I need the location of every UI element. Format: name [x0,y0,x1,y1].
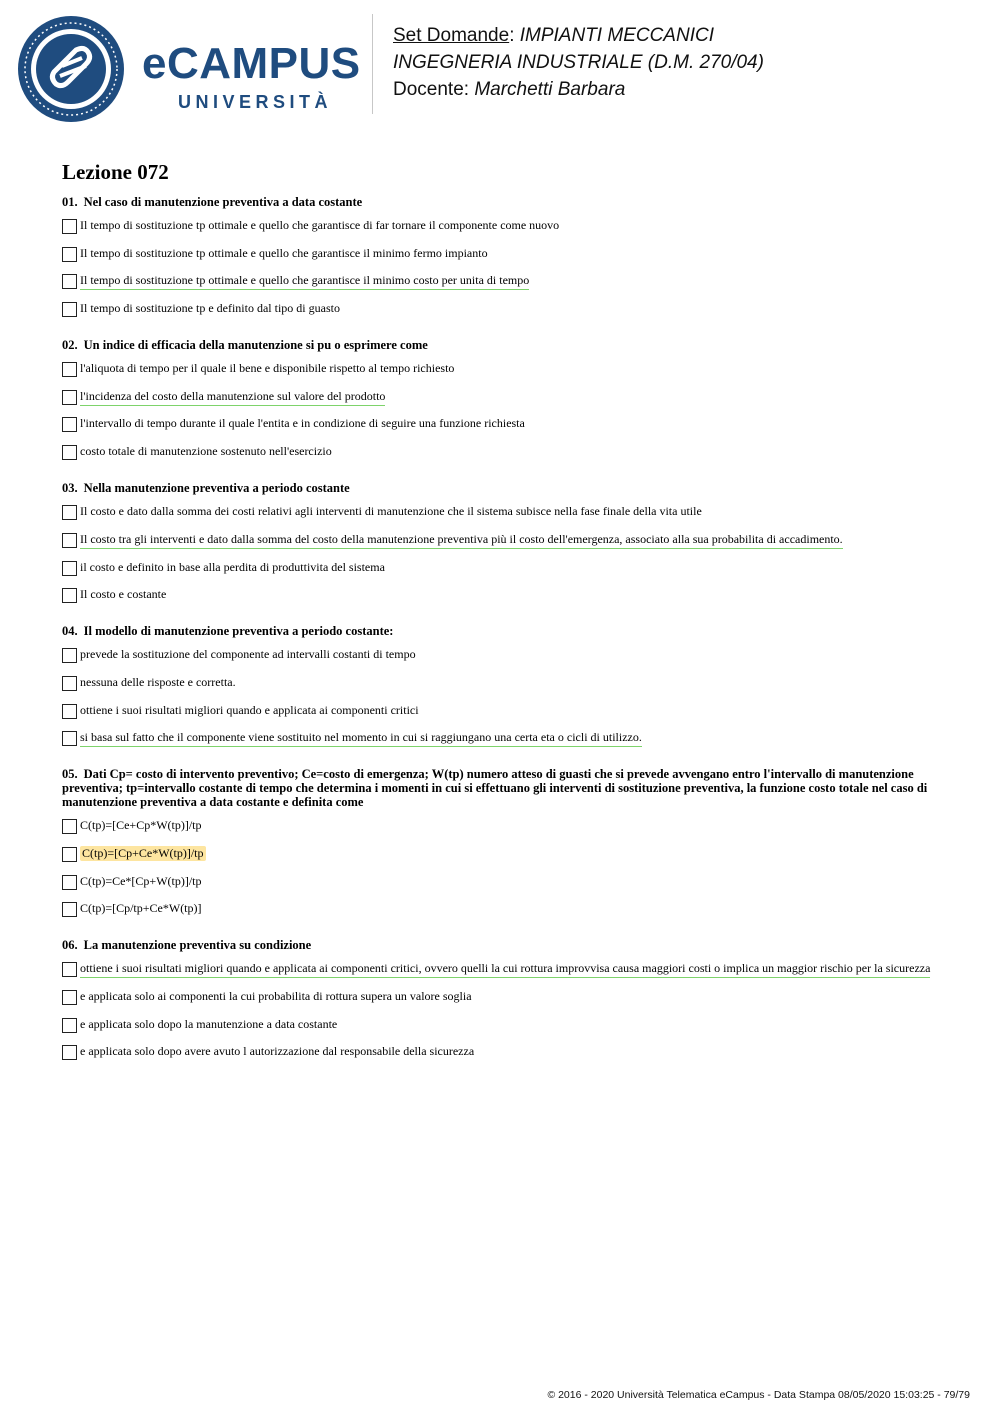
answer-text: ottiene i suoi risultati migliori quando e applicata ai componenti critici [80,702,419,717]
answer-text: C(tp)=[Ce+Cp*W(tp)]/tp [80,818,202,833]
question-number: 06. [62,938,78,953]
answer-checkbox[interactable] [62,247,77,262]
answer-checkbox[interactable] [62,274,77,289]
question-stem: Nel caso di manutenzione preventiva a data costante [83,195,363,209]
answer-option[interactable] [62,1044,942,1063]
answer-text: Il costo e costante [80,587,167,602]
answer-option-correct[interactable] [62,532,942,551]
answer-text: C(tp)=Ce*[Cp+W(tp)]/tp [80,873,202,888]
answer-text: e applicata solo ai componenti la cui probabilita di rottura supera un valore soglia [80,989,472,1003]
answer-option[interactable] [62,818,942,837]
answer-checkbox[interactable] [62,704,77,719]
answer-option[interactable] [62,560,942,579]
answer-text: Il costo tra gli interventi e dato dalla somma del costo della manutenzione preventiva più il costo dell'emergenza, associato alla sua probabilita di accadimento. [80,532,843,549]
answer-checkbox[interactable] [62,1045,77,1060]
question-stem: La manutenzione preventiva su condizione [83,938,312,953]
answer-checkbox[interactable] [62,962,77,977]
answer-text: l'incidenza del costo della manutenzione sul valore del prodotto [80,389,385,406]
set-line: Set Domande: IMPIANTI MECCANICI [393,25,714,46]
lesson-title: Lezione 072 [62,160,169,184]
question-text [62,767,942,809]
quiz-content [62,160,942,1081]
answer-checkbox[interactable] [62,417,77,432]
answer-option-correct[interactable] [62,389,942,408]
question-05 [62,767,942,920]
answer-text: costo totale di manutenzione sostenuto nell'esercizio [80,444,332,459]
question-06 [62,938,942,1063]
question-stem: Il modello di manutenzione preventiva a periodo costante: [83,624,394,639]
header-divider [372,14,373,114]
answer-option[interactable] [62,587,942,606]
answer-option[interactable] [62,874,942,893]
answer-option[interactable] [62,675,942,694]
answer-checkbox[interactable] [62,875,77,890]
answer-checkbox[interactable] [62,990,77,1005]
answer-option[interactable] [62,1017,942,1036]
question-04 [62,624,942,749]
logo-wordmark: eCAMPUS [142,39,361,88]
header-info [393,22,764,103]
course-name: INGEGNERIA INDUSTRIALE (D.M. 270/04) [393,52,764,73]
answer-text: e applicata solo dopo la manutenzione a data costante [80,1016,338,1031]
question-number: 05. [62,767,78,782]
answer-checkbox[interactable] [62,731,77,746]
answer-checkbox[interactable] [62,676,77,691]
ecampus-logo [16,14,361,124]
question-number: 01. [62,195,78,209]
answer-option[interactable] [62,504,942,523]
question-01 [62,195,942,320]
teacher-line [393,76,764,103]
answer-checkbox[interactable] [62,561,77,576]
answer-option-correct[interactable] [62,846,942,865]
answer-checkbox[interactable] [62,1018,77,1033]
answer-text: C(tp)=[Cp/tp+Ce*W(tp)] [80,901,202,916]
answer-option[interactable] [62,901,942,920]
answer-option[interactable] [62,416,942,435]
answer-checkbox[interactable] [62,847,77,862]
question-stem: Un indice di efficacia della manutenzione si pu o esprimere come [83,338,428,353]
answer-checkbox[interactable] [62,819,77,834]
answer-option[interactable] [62,703,942,722]
answer-text: Il costo e dato dalla somma dei costi relativi agli interventi di manutenzione che il sistema subisce nella fase finale della vita utile [80,504,702,519]
answer-option[interactable] [62,301,942,320]
set-label: Set Domande [393,25,510,46]
answer-checkbox[interactable] [62,533,77,548]
teacher-label: Docente: [393,79,470,100]
question-text [62,195,942,209]
page-header [0,0,1000,130]
answer-text: nessuna delle risposte e corretta. [80,674,236,689]
question-number: 02. [62,338,78,353]
question-text [62,938,942,952]
answer-checkbox[interactable] [62,505,77,520]
question-stem: Nella manutenzione preventiva a periodo costante [83,481,350,496]
answer-text: l'aliquota di tempo per il quale il bene e disponibile rispetto al tempo richiesto [80,361,455,376]
answer-checkbox[interactable] [62,302,77,317]
answer-text: si basa sul fatto che il componente viene sostituito nel momento in cui si raggiungano una certa eta o cicli di utilizzo. [80,730,642,747]
course-line [393,49,764,76]
question-number: 03. [62,481,78,496]
answer-text: il costo e definito in base alla perdita di produttivita del sistema [80,559,385,574]
answer-text: l'intervallo di tempo durante il quale l'entita e in condizione di seguire una funzione richiesta [80,416,525,431]
university-seal-icon [16,14,126,124]
answer-text: C(tp)=[Cp+Ce*W(tp)]/tp [82,845,204,860]
logo-subtitle: UNIVERSITÀ [178,92,333,112]
answer-option[interactable] [62,989,942,1008]
page-footer: © 2016 - 2020 Università Telematica eCampus - Data Stampa 08/05/2020 15:03:25 - 79/79 [547,1389,970,1401]
answer-checkbox[interactable] [62,219,77,234]
question-text [62,481,942,495]
teacher-name: Marchetti Barbara [474,79,626,100]
answer-option[interactable] [62,361,942,380]
answer-checkbox[interactable] [62,362,77,377]
answer-checkbox[interactable] [62,390,77,405]
answer-option[interactable] [62,218,942,237]
answer-checkbox[interactable] [62,445,77,460]
answer-text: Il tempo di sostituzione tp ottimale e quello che garantisce il minimo costo per unita di tempo [80,273,529,290]
answer-text: Il tempo di sostituzione tp ottimale e quello che garantisce il minimo fermo impianto [80,245,488,260]
answer-option-correct[interactable] [62,961,942,980]
answer-text: Il tempo di sostituzione tp ottimale e quello che garantisce di far tornare il componente come nuovo [80,218,560,232]
answer-option[interactable] [62,444,942,463]
question-02 [62,338,942,463]
answer-checkbox[interactable] [62,588,77,603]
question-text [62,624,942,638]
question-text [62,338,942,352]
set-value: IMPIANTI MECCANICI [519,25,714,46]
answer-text: ottiene i suoi risultati migliori quando e applicata ai componenti critici, ovvero quelli la cui rottura improvvisa causa maggiori costi o implica un maggior rischio per la sicurezza [80,961,930,978]
answer-option[interactable] [62,246,942,265]
answer-checkbox[interactable] [62,648,77,663]
question-03 [62,481,942,606]
question-stem: Dati Cp= costo di intervento preventivo; Ce=costo di emergenza; W(tp) numero atteso di guasti che si prevede avvengano entro l'intervallo di manutenzione preventiva; tp=intervallo costante di tempo che determina i momenti in cui si effettuano gli interventi di sostituzione preventiva, la funzione costo totale nel caso di manutenzione preventiva a data costante e definita come [62,767,928,810]
answer-text: prevede la sostituzione del componente ad intervalli costanti di tempo [80,647,416,662]
answer-text: e applicata solo dopo avere avuto l autorizzazione dal responsabile della sicurezza [80,1044,475,1059]
answer-option-correct[interactable] [62,730,942,749]
answer-option[interactable] [62,647,942,666]
answer-text: Il tempo di sostituzione tp e definito dal tipo di guasto [80,301,340,316]
answer-option-correct[interactable] [62,273,942,292]
question-number: 04. [62,624,78,639]
answer-checkbox[interactable] [62,902,77,917]
